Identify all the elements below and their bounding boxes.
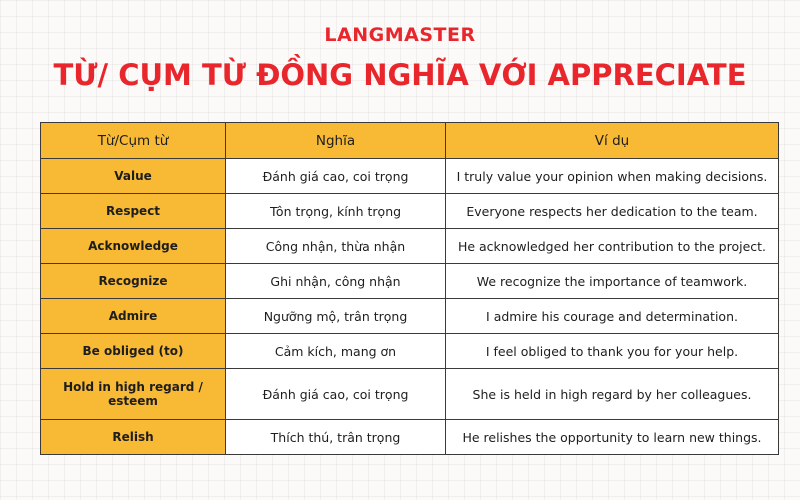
table-header-row: [41, 123, 779, 159]
example-cell: I feel obliged to thank you for your help.: [446, 334, 779, 369]
example-cell: I admire his courage and determination.: [446, 299, 779, 334]
example-cell: He relishes the opportunity to learn new things.: [446, 420, 779, 455]
example-cell: We recognize the importance of teamwork.: [446, 264, 779, 299]
header-meaning: Nghĩa: [226, 123, 446, 159]
meaning-cell: Tôn trọng, kính trọng: [226, 194, 446, 229]
table-row: [41, 420, 779, 455]
table-row: [41, 229, 779, 264]
page-title: TỪ/ CỤM TỪ ĐỒNG NGHĨA VỚI APPRECIATE: [53, 58, 747, 92]
meaning-cell: Ghi nhận, công nhận: [226, 264, 446, 299]
example-cell: I truly value your opinion when making decisions.: [446, 159, 779, 194]
term-cell: Hold in high regard / esteem: [41, 369, 226, 420]
table-row: [41, 194, 779, 229]
meaning-cell: Công nhận, thừa nhận: [226, 229, 446, 264]
term-cell: Relish: [41, 420, 226, 455]
meaning-cell: Thích thú, trân trọng: [226, 420, 446, 455]
table-row: [41, 369, 779, 420]
header-term: Từ/Cụm từ: [41, 123, 226, 159]
term-cell: Recognize: [41, 264, 226, 299]
meaning-cell: Đánh giá cao, coi trọng: [226, 369, 446, 420]
table-row: [41, 264, 779, 299]
meaning-cell: Đánh giá cao, coi trọng: [226, 159, 446, 194]
table-row: [41, 299, 779, 334]
meaning-cell: Ngưỡng mộ, trân trọng: [226, 299, 446, 334]
table-row: [41, 159, 779, 194]
term-cell: Acknowledge: [41, 229, 226, 264]
table-row: [41, 334, 779, 369]
example-cell: He acknowledged her contribution to the project.: [446, 229, 779, 264]
example-cell: Everyone respects her dedication to the team.: [446, 194, 779, 229]
synonyms-table: [40, 122, 779, 455]
term-cell: Respect: [41, 194, 226, 229]
term-cell: Be obliged (to): [41, 334, 226, 369]
header-example: Ví dụ: [446, 123, 779, 159]
brand-logo: LANGMASTER: [324, 24, 476, 46]
meaning-cell: Cảm kích, mang ơn: [226, 334, 446, 369]
term-cell: Admire: [41, 299, 226, 334]
example-cell: She is held in high regard by her colleagues.: [446, 369, 779, 420]
term-cell: Value: [41, 159, 226, 194]
